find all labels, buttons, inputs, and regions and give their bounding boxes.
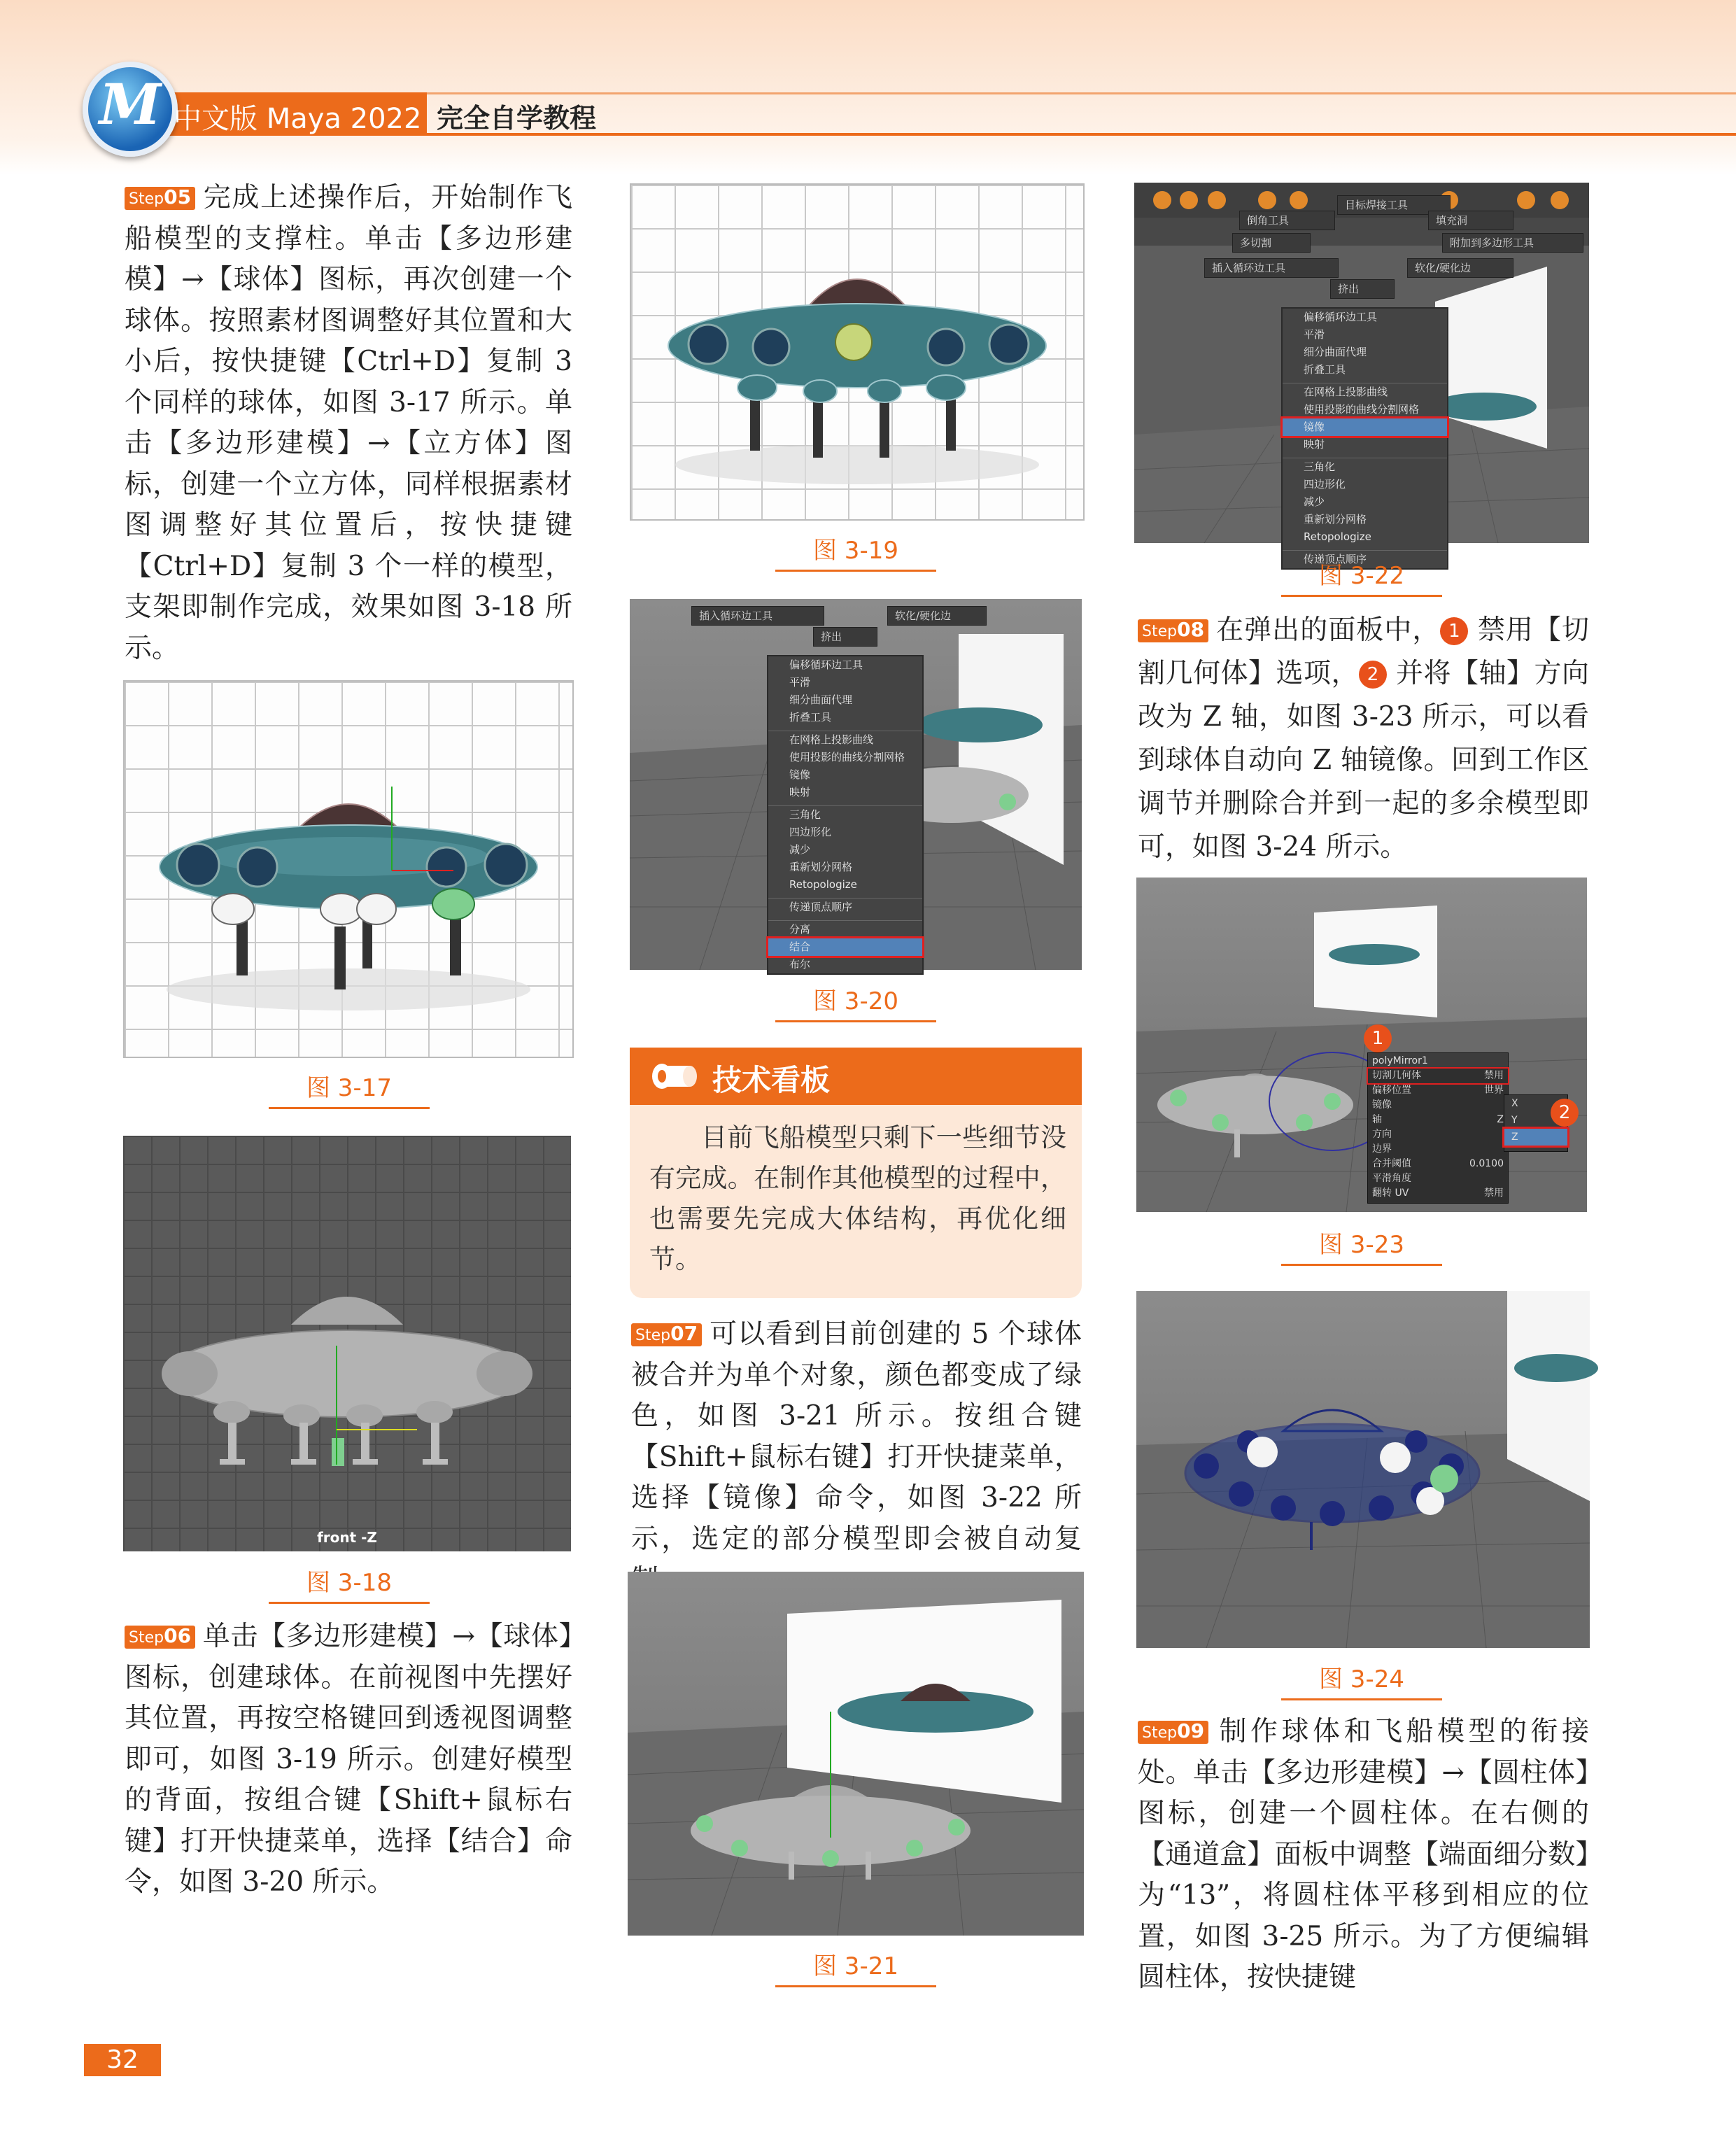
step-07-paragraph — [631, 1314, 1082, 1601]
option-label: 边界 — [1372, 1143, 1392, 1155]
ufo-combined-perspective-illustration — [628, 1572, 1084, 1936]
mirror-option-row[interactable] — [1368, 1083, 1508, 1098]
panel-title: polyMirror1 — [1368, 1053, 1508, 1069]
menu-item[interactable]: 映射 — [1304, 438, 1325, 451]
option-label: 镜像 — [1372, 1099, 1392, 1111]
caption-3-19: 图 3-19 — [775, 531, 936, 572]
context-menu[interactable] — [1281, 307, 1448, 570]
menu-item[interactable]: Retopologize — [1304, 530, 1371, 543]
step-09-paragraph — [1138, 1712, 1589, 1999]
target-weld-tool[interactable]: 目标焊接工具 — [1337, 195, 1451, 215]
caption-3-18: 图 3-18 — [269, 1563, 430, 1604]
menu-item[interactable]: 三角化 — [789, 808, 821, 821]
ufo-wireframe-spheres-illustration — [631, 185, 1083, 519]
mirror-option-row[interactable] — [1368, 1186, 1508, 1201]
menu-item[interactable]: 细分曲面代理 — [789, 693, 853, 706]
menu-item[interactable]: 减少 — [789, 843, 811, 856]
mirror-option-row[interactable] — [1368, 1113, 1508, 1127]
mirror-option-row[interactable] — [1368, 1069, 1508, 1083]
menu-item[interactable]: 偏移循环边工具 — [789, 658, 863, 671]
step-05-badge: Step05 — [125, 187, 195, 210]
menu-extrude[interactable]: 挤出 — [813, 627, 877, 647]
menu-item[interactable]: 平滑 — [789, 676, 811, 689]
option-label: 翻转 UV — [1372, 1188, 1409, 1199]
mirror-options-panel[interactable] — [1367, 1052, 1509, 1204]
menu-item[interactable]: 细分曲面代理 — [1304, 346, 1367, 358]
tech-tip-panel — [630, 1048, 1082, 1298]
ufo-mirror-illustration — [1136, 878, 1587, 1212]
caption-3-17: 图 3-17 — [269, 1069, 430, 1109]
book-subtitle: 完全自学教程 — [437, 103, 597, 134]
ufo-wireframe-legs-illustration — [125, 682, 572, 1057]
menu-item[interactable]: 传递顶点顺序 — [1304, 553, 1367, 565]
book-title: 中文版 Maya 2022 — [174, 103, 422, 135]
axis-option-y[interactable]: Y — [1511, 1115, 1518, 1126]
header-line — [427, 133, 1736, 136]
menu-item[interactable]: 偏移循环边工具 — [1304, 311, 1378, 323]
menu-item[interactable]: 四边形化 — [1304, 478, 1346, 491]
mirror-option-row[interactable] — [1368, 1142, 1508, 1157]
caption-3-21: 图 3-21 — [775, 1947, 936, 1987]
menu-item[interactable]: 平滑 — [1304, 328, 1325, 341]
fill-hole[interactable]: 填充洞 — [1428, 211, 1513, 230]
step-08-badge: Step08 — [1138, 619, 1208, 642]
menu-soften-harden-edge[interactable]: 软化/硬化边 — [1407, 258, 1513, 278]
context-menu[interactable] — [767, 655, 924, 975]
figure-3-20[interactable] — [630, 599, 1082, 970]
figure-3-22[interactable] — [1134, 183, 1589, 565]
mirror-rows — [1368, 1069, 1508, 1201]
mirror-option-row[interactable] — [1368, 1098, 1508, 1113]
menu-item[interactable]: 使用投影的曲线分割网格 — [1304, 403, 1420, 416]
marker-2: 2 — [1359, 661, 1387, 689]
viewport-label: front -Z — [317, 1529, 377, 1546]
menu-item[interactable]: 重新划分网格 — [1304, 513, 1367, 526]
option-value: 世界 — [1484, 1085, 1504, 1096]
figure-3-23[interactable] — [1136, 878, 1587, 1212]
menu-item[interactable]: Retopologize — [789, 878, 857, 891]
menu-item[interactable]: 分离 — [789, 923, 811, 936]
menu-item[interactable]: 重新划分网格 — [789, 861, 853, 873]
tech-tip-body: 目前飞船模型只剩下一些细节没有完成。在制作其他模型的过程中，也需要先完成大体结构，再优化细节。 — [649, 1122, 1066, 1274]
marker-1: 1 — [1364, 1024, 1392, 1052]
marker-2: 2 — [1551, 1099, 1579, 1127]
option-label: 偏移位置 — [1372, 1085, 1411, 1096]
menu-item[interactable]: 镜像 — [789, 768, 811, 781]
menu-separator — [768, 726, 922, 731]
step-09-text: 制作球体和飞船模型的衔接处。单击【多边形建模】→【圆柱体】图标，创建一个圆柱体。在右侧的【通道盒】面板中调整【端面细分数】为“13”，将圆柱体平移到相应的位置，如图 3-25 所示。为了方便编辑圆柱体，按快捷键 — [1138, 1716, 1589, 1993]
figure-3-17 — [123, 680, 574, 1058]
menu-item[interactable]: 传递顶点顺序 — [789, 901, 853, 913]
menu-item[interactable]: 在网格上投影曲线 — [789, 733, 874, 746]
caption-3-24: 图 3-24 — [1281, 1660, 1442, 1700]
figure-3-19 — [630, 183, 1085, 521]
scroll-icon — [649, 1060, 698, 1092]
menu-item[interactable]: 四边形化 — [789, 826, 832, 838]
figure-3-18[interactable] — [123, 1136, 571, 1551]
mirror-option-row[interactable] — [1368, 1171, 1508, 1186]
step-09-badge: Step09 — [1138, 1721, 1208, 1744]
bevel-tool[interactable]: 倒角工具 — [1239, 211, 1335, 230]
mirror-option-row[interactable] — [1368, 1157, 1508, 1171]
option-label: 合并阈值 — [1372, 1158, 1411, 1169]
axis-option-x[interactable]: X — [1511, 1098, 1518, 1109]
menu-insert-loop-edge[interactable]: 插入循环边工具 — [1204, 258, 1339, 278]
step-08-text-2: 禁用【切割几何体】选项， — [1138, 614, 1589, 689]
option-label: 切割几何体 — [1372, 1070, 1421, 1081]
step-05-text: 完成上述操作后，开始制作飞船模型的支撑柱。单击【多边形建模】→【球体】图标，再次创建一个球体。按照素材图调整好其位置和大小后，按快捷键【Ctrl+D】复制 3 个同样的球体，如图 3-17 所示。单击【多边形建模】→【立方体】图标，创建一个立方体，同样根据素材图调整好其位置后，按快捷键【Ctrl+D】复制 3 个一样的模型，支架即制作完成，效果如图 3-18 所示。 — [125, 182, 572, 664]
menu-separator — [768, 894, 922, 899]
step-06-badge: Step06 — [125, 1626, 195, 1649]
option-value: 0.0100 — [1469, 1158, 1504, 1169]
figure-3-21 — [628, 1572, 1084, 1936]
menu-item[interactable]: 折叠工具 — [1304, 363, 1346, 376]
step-08-text-3: 并将【轴】方向改为 Z 轴，如图 3-23 所示，可以看到球体自动向 Z 轴镜像。回到工作区调节并删除合并到一起的多余模型即可，如图 3-24 所示。 — [1138, 658, 1589, 863]
menu-insert-loop-edge[interactable]: 插入循环边工具 — [691, 606, 824, 626]
marker-1: 1 — [1440, 617, 1468, 645]
caption-3-23: 图 3-23 — [1281, 1225, 1442, 1266]
menu-item[interactable]: 使用投影的曲线分割网格 — [789, 751, 905, 763]
menu-separator — [768, 801, 922, 806]
step-06-paragraph — [125, 1616, 572, 1903]
menu-item[interactable]: 映射 — [789, 786, 811, 798]
option-label: 方向 — [1372, 1129, 1392, 1140]
caption-3-22: 图 3-22 — [1281, 556, 1442, 597]
menu-separator — [1283, 546, 1447, 551]
logo-letter: M — [99, 71, 162, 137]
header-background — [0, 0, 1736, 175]
step-06-text: 单击【多边形建模】→【球体】图标，创建球体。在前视图中先摆好其位置，再按空格键回到透视图调整即可，如图 3-19 所示。创建好模型的背面，按组合键【Shift+鼠标右键】打开快捷菜单，选择【结合】命令，如图 3-20 所示。 — [125, 1621, 572, 1898]
option-value: Z — [1497, 1114, 1504, 1125]
option-value: 禁用 — [1484, 1188, 1504, 1199]
page-number: 32 — [84, 2044, 161, 2076]
step-08-text-1: 在弹出的面板中， — [1215, 614, 1441, 646]
ufo-wireframe-mirrored-illustration — [1136, 1291, 1590, 1648]
menu-item[interactable]: 在网格上投影曲线 — [1304, 386, 1388, 398]
option-value: 禁用 — [1484, 1070, 1504, 1081]
option-label: 轴 — [1372, 1114, 1382, 1125]
append-polygon-tool[interactable]: 附加到多边形工具 — [1442, 233, 1583, 253]
multi-cut[interactable]: 多切割 — [1232, 233, 1311, 253]
step-07-badge: Step07 — [631, 1323, 702, 1346]
figure-3-24 — [1136, 1291, 1590, 1648]
step-05-paragraph — [125, 178, 572, 669]
caption-3-20: 图 3-20 — [775, 982, 936, 1022]
step-08-paragraph — [1138, 609, 1589, 869]
menu-separator — [768, 916, 922, 921]
menu-item[interactable]: 减少 — [1304, 495, 1325, 508]
menu-item-combine[interactable]: 结合 — [768, 938, 922, 956]
menu-extrude[interactable]: 挤出 — [1330, 279, 1395, 299]
menu-soften-harden-edge[interactable]: 软化/硬化边 — [887, 606, 987, 626]
axis-option-z[interactable]: Z — [1504, 1129, 1567, 1146]
menu-item[interactable]: 折叠工具 — [789, 711, 832, 724]
ufo-front-view-illustration — [123, 1136, 571, 1551]
menu-item[interactable]: 布尔 — [789, 958, 811, 971]
book-logo — [83, 62, 178, 157]
tech-tip-title: 技术看板 — [712, 1063, 831, 1097]
option-label: 平滑角度 — [1372, 1173, 1411, 1184]
menu-separator — [1283, 453, 1447, 458]
menu-item-mirror[interactable]: 镜像 — [1283, 418, 1447, 436]
tech-tip-header — [630, 1048, 1082, 1105]
step-07-text: 可以看到目前创建的 5 个球体被合并为单个对象，颜色都变成了绿色，如图 3-21 所示。按组合键【Shift+鼠标右键】打开快捷菜单，选择【镜像】命令，如图 3-22 所示，选定的部分模型即会被自动复 — [631, 1318, 1082, 1555]
menu-separator — [1283, 379, 1447, 383]
mirror-option-row[interactable] — [1368, 1127, 1508, 1142]
menu-item[interactable]: 三角化 — [1304, 460, 1336, 473]
header-line-top — [427, 92, 1736, 94]
